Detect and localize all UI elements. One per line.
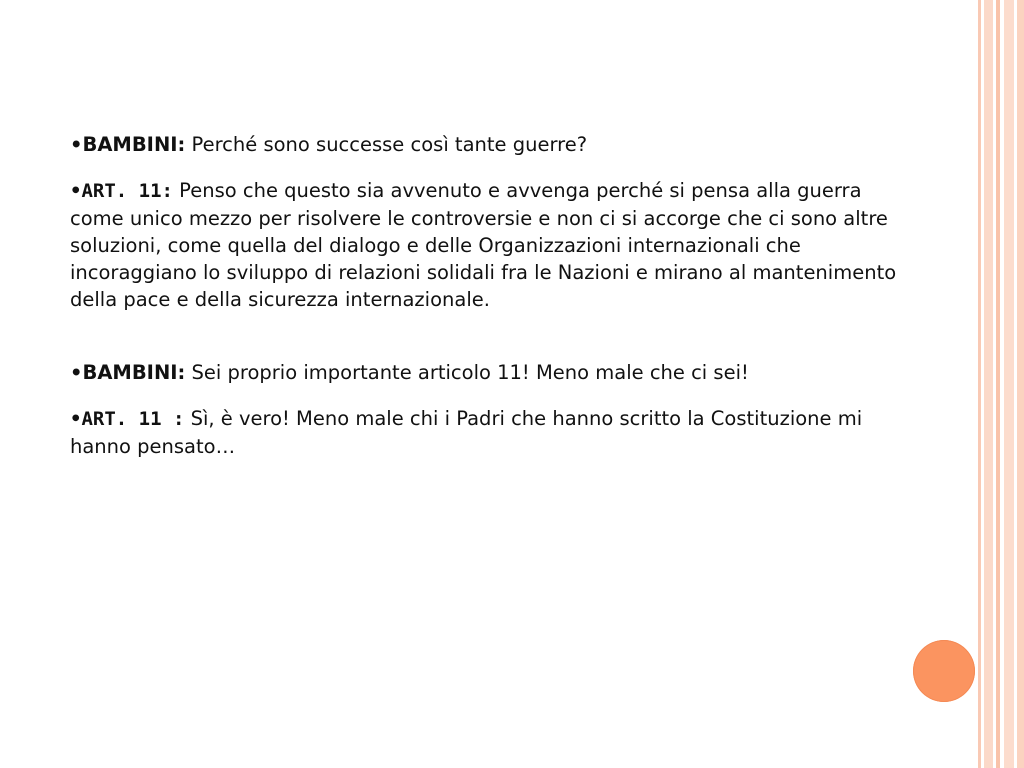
dialogue-line-article-reply bbox=[70, 405, 905, 460]
dialogue-line-article-answer bbox=[70, 177, 905, 313]
dialogue-text-span: Penso che questo sia avvenuto e avvenga perché si pensa alla guerra come unico mezzo per risolvere le controversie e non ci si accorge che ci sono altre soluzioni, come quella del dialogo e delle Organizzazioni internazionali che incoraggiano lo sviluppo di relazioni solidali fra le Nazioni e mirano al mantenimento della pace e della sicurezza internazionale. bbox=[70, 179, 897, 311]
dialogue-text-span: Sì, è vero! Meno male chi i Padri che hanno scritto la Costituzione mi hanno pensato… bbox=[70, 407, 863, 458]
decorative-stripe bbox=[984, 0, 993, 768]
decorative-stripe bbox=[1004, 0, 1014, 768]
dialogue-text-span: Sei proprio importante articolo 11! Meno male che ci sei! bbox=[185, 361, 749, 384]
decorative-stripe bbox=[996, 0, 1000, 768]
decorative-stripe bbox=[1017, 0, 1024, 768]
dialogue-text bbox=[70, 131, 905, 460]
dialogue-text-span: Perché sono successe così tante guerre? bbox=[185, 133, 588, 156]
dialogue-line-children-reply bbox=[70, 359, 905, 386]
speaker-label: •ART. 11: bbox=[70, 180, 173, 202]
orange-circle-decoration bbox=[913, 640, 975, 702]
speaker-label: •ART. 11 : bbox=[70, 408, 185, 430]
speaker-label: •BAMBINI: bbox=[70, 361, 186, 384]
speaker-label: •BAMBINI: bbox=[70, 133, 186, 156]
dialogue-line-children-question bbox=[70, 131, 905, 158]
decorative-stripe bbox=[978, 0, 981, 768]
